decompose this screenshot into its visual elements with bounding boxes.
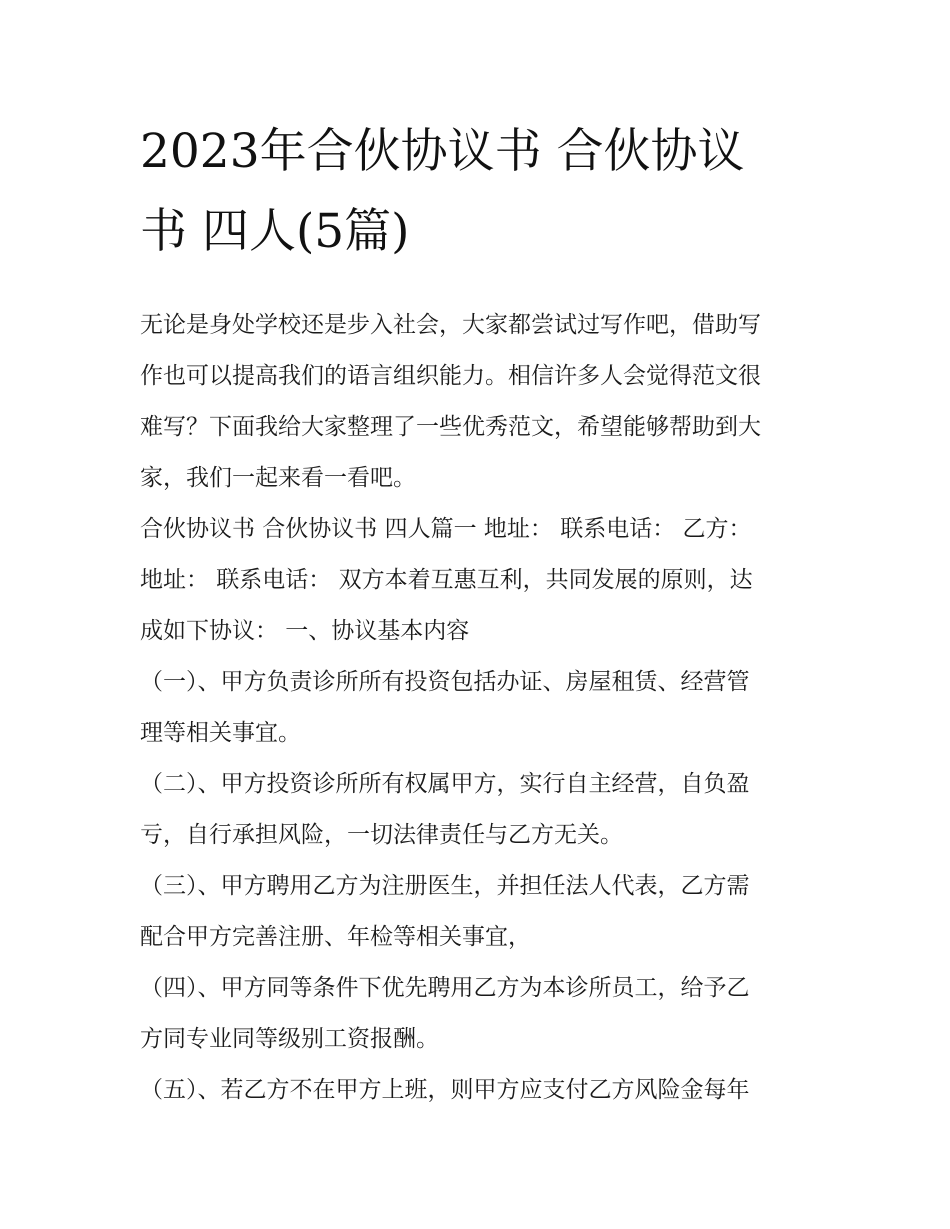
clause-3-paragraph: [140, 861, 812, 963]
title-line-1: 2023年合伙协议书 合伙协议: [140, 124, 745, 179]
text-line: 作也可以提高我们的语言组织能力。相信许多人会觉得范文很: [140, 363, 761, 389]
text-line: 无论是身处学校还是步入社会，大家都尝试过写作吧，借助写: [140, 312, 761, 338]
document-page: [140, 112, 812, 1116]
title-line-2: 书 四人(5篇): [140, 204, 410, 259]
text-line: 家，我们一起来看一看吧。: [140, 465, 416, 491]
text-line: 地址： 联系电话： 双方本着互惠互利，共同发展的原则，达: [140, 567, 753, 593]
clause-5-paragraph: [140, 1065, 812, 1116]
agreement-header-paragraph: [140, 504, 812, 657]
text-line: 合伙协议书 合伙协议书 四人篇一 地址： 联系电话： 乙方：: [140, 516, 752, 542]
text-line: （五）、若乙方不在甲方上班，则甲方应支付乙方风险金每年: [140, 1077, 750, 1103]
text-line: （一）、甲方负责诊所所有投资包括办证、房屋租赁、经营管: [140, 669, 750, 695]
clause-2-paragraph: [140, 759, 812, 861]
text-line: 方同专业同等级别工资报酬。: [140, 1026, 439, 1052]
document-title: [140, 112, 812, 272]
intro-paragraph: [140, 300, 812, 504]
text-line: 理等相关事宜。: [140, 720, 301, 746]
text-line: 亏，自行承担风险，一切法律责任与乙方无关。: [140, 822, 623, 848]
text-line: （四）、甲方同等条件下优先聘用乙方为本诊所员工，给予乙: [140, 975, 750, 1001]
clause-1-paragraph: [140, 657, 812, 759]
text-line: 配合甲方完善注册、年检等相关事宜，: [140, 924, 531, 950]
clause-4-paragraph: [140, 963, 812, 1065]
text-line: （三）、甲方聘用乙方为注册医生，并担任法人代表，乙方需: [140, 873, 750, 899]
text-line: 难写？下面我给大家整理了一些优秀范文，希望能够帮助到大: [140, 414, 761, 440]
text-line: （二）、甲方投资诊所所有权属甲方，实行自主经营，自负盈: [140, 771, 750, 797]
document-body: [140, 300, 812, 1116]
text-line: 成如下协议： 一、协议基本内容: [140, 618, 470, 644]
